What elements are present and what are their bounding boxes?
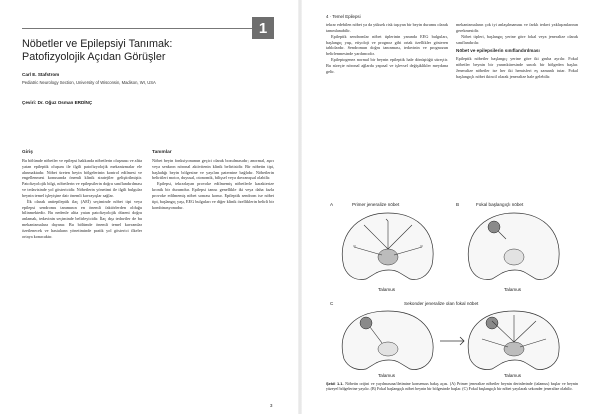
thalamus-shape xyxy=(378,249,398,265)
progression-arrow xyxy=(440,337,464,345)
chapter-title-line1: Nöbetler ve Epilepsiyi Tanımak: xyxy=(22,38,173,50)
running-head: 4 · Temel Epilepsi xyxy=(326,14,361,19)
translator-credit: Çeviri: Dr. Oğuz Osman ERDİNÇ xyxy=(22,100,93,105)
chapter-number: 1 xyxy=(258,19,268,37)
chapter-title xyxy=(22,38,242,64)
body-paragraph: Nöbet tipleri, başlangıç yerine göre fokal veya jeneralize olarak sınıflandırılır. xyxy=(456,33,578,45)
body-paragraph: Epileptik nöbetler başlangıç yerine göre iki gruba ayrılır. Fokal nöbetler beynin bir yarımküresinde sınırlı bir bölgeden başlar. Jeneralize nöbetler ise her iki hemisferi eş zamanlı tutar. Fokal başlangıçlı nöbet ikincil olarak jeneralize hale gelebilir. xyxy=(456,56,578,79)
figure-caption xyxy=(326,381,578,392)
brain-diagram-b xyxy=(468,213,559,280)
right-column-2 xyxy=(456,22,578,80)
body-paragraph: mekanizmaların çok iyi anlaşılmaması ve farklı tedavi yaklaşımlarının gerekmesidir. xyxy=(456,22,578,33)
chapter-number-badge xyxy=(252,17,274,39)
thalamus-label-b: Talamus xyxy=(504,287,522,292)
author-affiliation: Pediatric Neurology Section, University of Wisconsin, Madison, WI, USA xyxy=(22,80,156,85)
definitions-heading: Tanımlar xyxy=(152,150,172,155)
body-paragraph: Epileptogenez normal bir beynin epileptik hale dönüştüğü süreçtir. Bu süreçte nöronal ağlarda yapısal ve işlevsel değişiklikler meydana gelir. xyxy=(326,57,448,74)
right-page xyxy=(304,0,600,414)
panel-a-caption: Primer jeneralize nöbet xyxy=(352,202,400,207)
intro-heading: Giriş xyxy=(22,150,33,155)
figure-diagram xyxy=(326,197,578,377)
figure-caption-text: Nöbetin orijini ve yayılmasına/iletimine konsensus bakış açısı. (A) Primer jeneralize nöbetler beynin derinlerinde (talamus) başlar ve beynin yüzeyel bölgelerine yayılır. (B) Fokal başlangıçlı nöbet beynin bir bölgesinde başlar. (C) Fokal başlangıçlı bir nöbet yayılarak sekonder jeneralize olabilir. xyxy=(326,381,579,392)
intro-paragraph: Bu bölümde nöbetler ve epilepsi hakkında nöbetlerin oluşması ve altta yatan epileptik oluşum ile ilgili patofizyolojik mekanizmalar ele alınmaktadır. Nöbet üreten beyin bölgelerinin kontrol edilmesi ve engellenmesi konusunda önemli klinik stratejiler geliştirilmiştir. Patofizyolojik bilgi, nöbetlerin ve epilepsilerin doğru sınıflandırılması ve tedavisinde yol göstericidir. Nöbetlerin yönetimi ile ilgili bulgular beynin temel işleyişine dair önemli kavrayışlar sağlar. xyxy=(22,157,142,198)
chapter-title-line2: Patofizyolojik Açıdan Görüşler xyxy=(22,51,166,63)
brain-diagram-c1 xyxy=(342,311,433,370)
brain-diagram-c2 xyxy=(468,311,559,370)
panel-a-letter: A xyxy=(330,202,334,207)
intro-paragraph: İlk olarak antiepileptik ilaç (AEİ) seçiminde nöbet tipi veya epilepsi sendromu tanımının en önemli faktörlerden olduğu bilinmektedir. Bu nedenle altta yatan patofizyolojik düzeni doğru anlamak, tedavinin seçiminde belirleyicidir. İlaç dışı tedaviler de bu mekanizmalara dayanır. Bu bölümde önemli temel kavramlar özetlenecek ve hastaların yönetiminde pratik yol gösterici ilkeler ortaya konacaktır. xyxy=(22,198,142,239)
definitions-paragraph: Nöbet beyin fonksiyonunun geçici olarak bozulmasıdır; anormal, aşırı veya senkron nöronal aktivitenin klinik belirtisidir. Bir nöbetin tipi, başladığı beyin bölgesine ve yayılım paternine bağlıdır. Nöbetlerin belirtileri motor, duyusal, otonomik, bilişsel veya davranışsal olabilir. xyxy=(152,157,274,181)
definitions-paragraph: Epilepsi, tekrarlayan provoke edilmemiş nöbetlerle karakterize kronik bir durumdur. Epilepsi tanısı genellikle iki veya daha fazla provoke edilmemiş nöbet sonrası konur. Epileptik sendrom ise nöbet tipi, başlangıç yaşı, EEG bulguları ve diğer klinik özelliklerin belirli bir kombinasyonudur. xyxy=(152,181,274,210)
left-page-number: 3 xyxy=(270,403,273,408)
panel-c-caption: Sekonder jeneralize olan fokal nöbet xyxy=(404,301,479,306)
body-paragraph: Epileptik sendromlar nöbet tiplerinin yanında EEG bulguları, başlangıç yaşı, etiyoloji ve prognoz gibi ortak özellikler gösteren tablolardır. Sendromun doğru tanınması, tedavinin ve prognozun belirlenmesinde yardımcıdır. xyxy=(326,33,448,57)
body-paragraph: tekrar edebilen nöbet ya da yüksek risk taşıyan bir beyin durumu olarak tanımlanabilir. xyxy=(326,22,448,33)
book-gutter xyxy=(298,0,302,414)
intro-column xyxy=(22,150,142,240)
figure-caption-label: Şekil 1.1. xyxy=(326,381,344,386)
thalamus-label-c1: Talamus xyxy=(378,373,396,377)
thalamus-shape xyxy=(504,249,524,265)
definitions-column xyxy=(152,150,274,210)
left-page xyxy=(0,0,296,414)
author-name: Carl E. Stafstrom xyxy=(22,72,60,77)
seizure-spread-figure xyxy=(326,197,578,377)
panel-b-letter: B xyxy=(456,202,460,207)
brain-diagram-a xyxy=(342,213,433,280)
thalamus-label-a: Talamus xyxy=(378,287,396,292)
thalamus-label-c2: Talamus xyxy=(504,373,522,377)
classification-heading: Nöbet ve epilepsilerin sınıflandırılması xyxy=(456,48,540,54)
panel-c-letter: C xyxy=(330,301,334,306)
chapter-rule xyxy=(22,28,274,29)
panel-b-caption: Fokal başlangıçlı nöbet xyxy=(476,202,524,207)
right-column-1 xyxy=(326,22,448,75)
